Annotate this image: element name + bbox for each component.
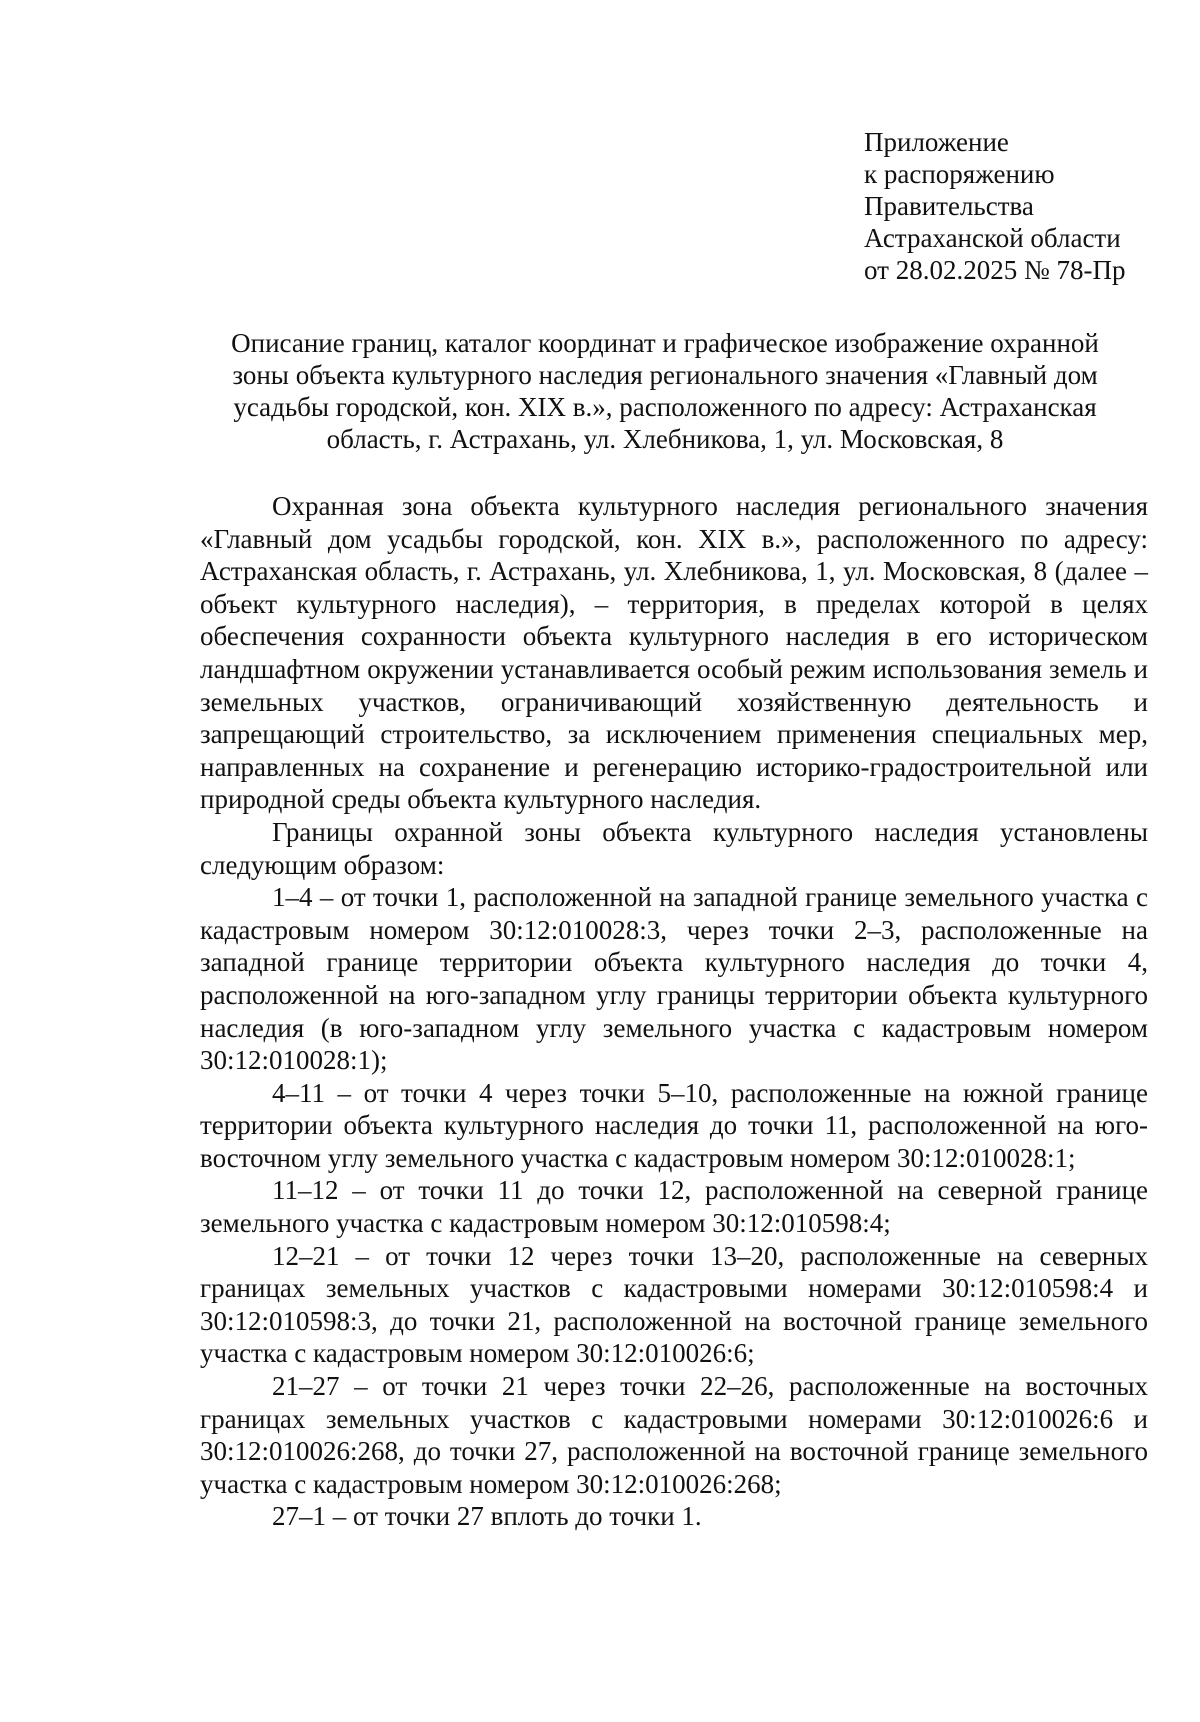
- boundary-segment-paragraph: 21–27 – от точки 21 через точки 22–26, расположенные на восточных границах земельных участков с кадастровыми номерами 30:12:010026:6 и 30:12:010026:268, до точки 27, расположенной на восточной границе земельного участка с кадастровым номером 30:12:010026:268;: [200, 1371, 1148, 1499]
- title-line: зоны объекта культурного наследия регионального значения «Главный дом: [232, 360, 1098, 390]
- body-paragraph: Границы охранной зоны объекта культурного наследия установлены следующим образом:: [200, 816, 1148, 880]
- approval-line: к распоряжению: [864, 159, 1055, 189]
- document-title: [200, 327, 1130, 455]
- boundary-segment-paragraph: 12–21 – от точки 12 через точки 13–20, расположенные на северных границах земельных участков с кадастровыми номерами 30:12:010598:4 и 30:12:010598:3, до точки 21, расположенной на восточной границе земельного участка с кадастровым номером 30:12:010026:6;: [200, 1240, 1148, 1369]
- approval-block: [864, 126, 1125, 286]
- title-line: усадьбы городской, кон. XIX в.», расположенного по адресу: Астраханская: [233, 392, 1097, 422]
- approval-line: Правительства: [864, 191, 1034, 221]
- title-line: область, г. Астрахань, ул. Хлебникова, 1, ул. Московская, 8: [326, 424, 1004, 454]
- approval-line: от 28.02.2025 № 78-Пр: [864, 255, 1126, 285]
- document-body: [200, 490, 1148, 1533]
- boundary-segment-paragraph: 11–12 – от точки 11 до точки 12, расположенной на северной границе земельного участка с кадастровым номером 30:12:010598:4;: [200, 1175, 1148, 1239]
- boundary-segment-paragraph: 27–1 – от точки 27 вплоть до точки 1.: [272, 1501, 702, 1532]
- body-paragraph: Охранная зона объекта культурного наследия регионального значения «Главный дом усадьбы городской, кон. XIX в.», расположенного по адресу: Астраханская область, г. Астрахань, ул. Хлебникова, 1, ул. Московская, 8 (далее – объект культурного наследия), – территория, в пределах которой в целях обеспечения сохранности объекта культурного наследия в его историческом ландшафтном окружении устанавливается особый режим использования земель и земельных участков, ограничивающий хозяйственную деятельность и запрещающий строительство, за исключением применения специальных мер, направленных на сохранение и регенерацию историко-градостроительной или природной среды объекта культурного наследия.: [200, 491, 1148, 815]
- boundary-segment-paragraph: 4–11 – от точки 4 через точки 5–10, расположенные на южной границе территории объекта культурного наследия до точки 11, расположенной на юго-восточном углу земельного участка с кадастровым номером 30:12:010028:1;: [200, 1077, 1148, 1173]
- approval-line: Приложение: [864, 127, 1009, 157]
- boundary-segment-paragraph: 1–4 – от точки 1, расположенной на западной границе земельного участка с кадастровым номером 30:12:010028:3, через точки 2–3, расположенные на западной границе территории объекта культурного наследия до точки 4, расположенной на юго-западном углу границы территории объекта культурного наследия (в юго-западном углу земельного участка с кадастровым номером 30:12:010028:1);: [200, 882, 1148, 1076]
- title-line: Описание границ, каталог координат и графическое изображение охранной: [231, 328, 1099, 358]
- approval-line: Астраханской области: [864, 223, 1121, 253]
